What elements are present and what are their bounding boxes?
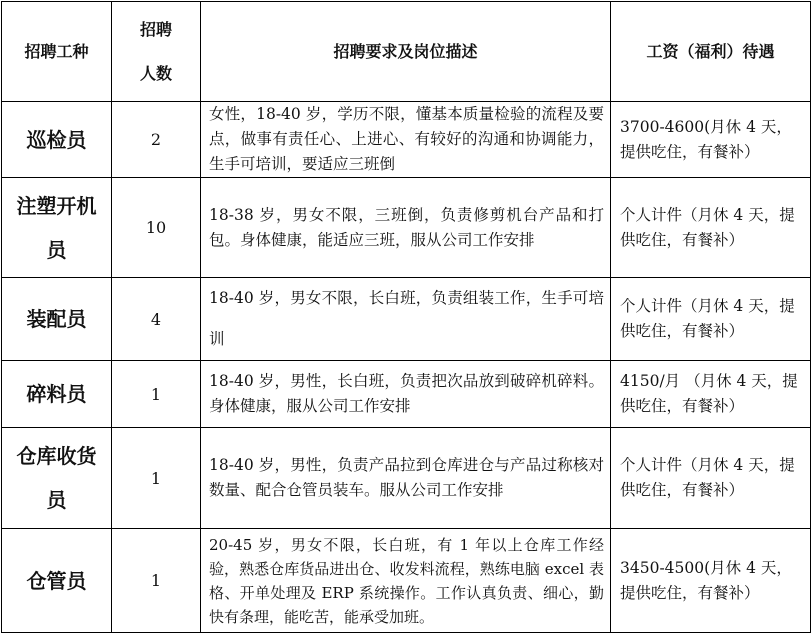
salary: 个人计件（月休 4 天，提供吃住，有餐补） — [611, 178, 811, 278]
salary: 3700-4600(月休 4 天，提供吃住，有餐补） — [611, 102, 811, 178]
job-title: 仓管员 — [2, 529, 112, 633]
recruitment-table — [1, 1, 811, 633]
salary: 4150/月 （月休 4 天，提供吃住，有餐补） — [611, 361, 811, 428]
header-job-title: 招聘工种 — [2, 2, 112, 102]
job-description: 女性，18-40 岁，学历不限，懂基本质量检验的流程及要点，做事有责任心、上进心、有较好的沟通和协调能力，生手可培训，要适应三班倒 — [201, 102, 611, 178]
table-row — [2, 178, 811, 278]
job-title: 注塑开机员 — [2, 178, 112, 278]
salary: 个人计件（月休 4 天，提供吃住，有餐补） — [611, 278, 811, 361]
table-row — [2, 102, 811, 178]
job-description: 18-40 岁，男女不限，长白班，负责组装工作，生手可培训 — [201, 278, 611, 361]
table-row — [2, 278, 811, 361]
job-description: 18-38 岁，男女不限，三班倒，负责修剪机台产品和打包。身体健康，能适应三班，服从公司工作安排 — [201, 178, 611, 278]
header-headcount-line2: 人数 — [139, 63, 172, 83]
table-row — [2, 529, 811, 633]
table-row — [2, 361, 811, 428]
job-title: 碎料员 — [2, 361, 112, 428]
header-requirements: 招聘要求及岗位描述 — [201, 2, 611, 102]
header-headcount — [112, 2, 201, 102]
headcount: 10 — [112, 178, 201, 278]
table-row — [2, 428, 811, 529]
salary: 个人计件（月休 4 天，提供吃住，有餐补） — [611, 428, 811, 529]
headcount: 4 — [112, 278, 201, 361]
job-title: 巡检员 — [2, 102, 112, 178]
headcount: 1 — [112, 361, 201, 428]
job-title: 装配员 — [2, 278, 112, 361]
job-description: 18-40 岁，男性，负责产品拉到仓库进仓与产品过称核对数量、配合仓管员装车。服从公司工作安排 — [201, 428, 611, 529]
header-salary: 工资（福利）待遇 — [611, 2, 811, 102]
headcount: 1 — [112, 529, 201, 633]
headcount: 1 — [112, 428, 201, 529]
header-headcount-line1: 招聘 — [139, 19, 172, 39]
job-title: 仓库收货员 — [2, 428, 112, 529]
header-row — [2, 2, 811, 102]
salary: 3450-4500(月休 4 天，提供吃住，有餐补） — [611, 529, 811, 633]
job-description: 18-40 岁，男性，长白班，负责把次品放到破碎机碎料。身体健康，服从公司工作安排 — [201, 361, 611, 428]
headcount: 2 — [112, 102, 201, 178]
job-description: 20-45 岁，男女不限，长白班，有 1 年以上仓库工作经验，熟悉仓库货品进出仓、收发料流程，熟练电脑 excel 表格、开单处理及 ERP 系统操作。工作认真负责、细心，勤快有条理，能吃苦，能承受加班。 — [201, 529, 611, 633]
